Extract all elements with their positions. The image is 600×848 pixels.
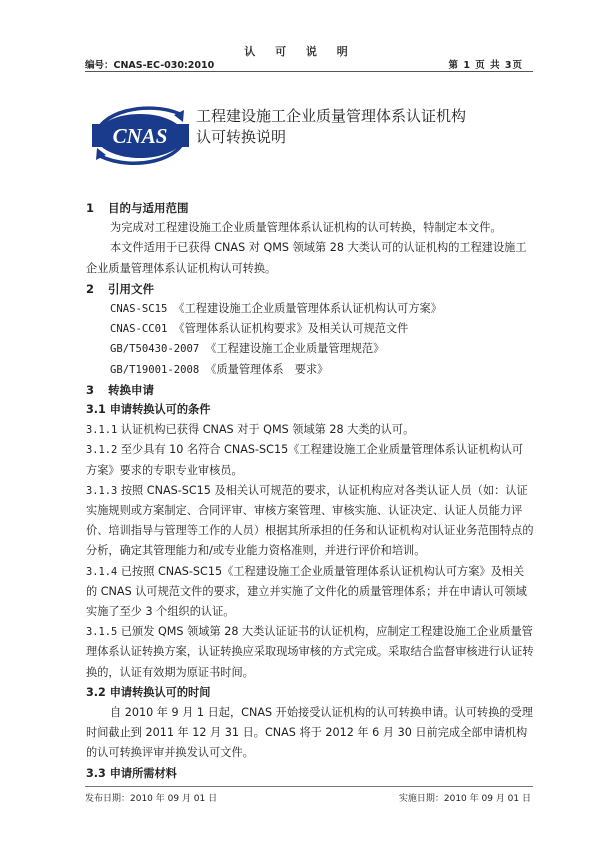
page-footer <box>85 786 533 805</box>
section-3-3-heading: 3.3 申请所需材料 <box>86 766 177 780</box>
page-header-title: 认 可 说 明 <box>244 45 356 58</box>
clause-3-1-3: 3.1.3 按照 CNAS-SC15 及相关认可规范的要求，认证机构应对各类认证人员（如：认证实施规则或方案制定、合同评审、审核方案管理、审核实施、认证决定、认证人员能力评价、培训指导与管理等工作的人员）根据其所承担的任务和认证机构对认证业务范围特点的分析，确定其管理能力和/或专业能力资格准则，并进行评价和培训。 <box>86 483 534 558</box>
document-body <box>86 198 534 784</box>
effective-date: 实施日期：2010 年 09 月 01 日 <box>398 794 531 804</box>
doc-number: 编号：CNAS-EC-030:2010 <box>85 60 215 71</box>
page-header <box>85 57 533 72</box>
reference-item: CNAS-SC15 《工程建设施工企业质量管理体系认证机构认可方案》 <box>110 302 442 316</box>
section-1-paragraph: 为完成对工程建设施工企业质量管理体系认证机构的认可转换，特制定本文件。 <box>110 221 502 235</box>
section-3-heading: 3 转换申请 <box>86 382 154 397</box>
document-title <box>196 106 466 148</box>
page-info: 第 1 页 共 3页 <box>448 60 523 71</box>
section-3-2-paragraph: 自 2010 年 9 月 1 日起，CNAS 开始接受认证机构的认可转换申请。认可转换的受理时间截止到 2011 年 12 月 31 日。CNAS 将于 2012 年 6 月 30 日前完成全部申请机构的认可转换评审并换发认可文件。 <box>86 706 533 760</box>
clause-3-1-1: 3.1.1 认证机构已获得 CNAS 对于 QMS 领域第 28 大类的认可。 <box>86 423 415 437</box>
svg-text:CNAS: CNAS <box>112 124 168 148</box>
reference-item: GB/T19001-2008 《质量管理体系 要求》 <box>110 362 329 376</box>
cnas-logo-icon <box>88 100 193 170</box>
document-title-line1: 工程建设施工企业质量管理体系认证机构 <box>196 107 467 125</box>
cnas-logo <box>88 100 193 170</box>
clause-3-1-2: 3.1.2 至少具有 10 名符合 CNAS-SC15《工程建设施工企业质量管理体系认证机构认可方案》要求的专职专业审核员。 <box>86 443 524 477</box>
section-1-paragraph: 本文件适用于已获得 CNAS 对 QMS 领域第 28 大类认可的认证机构的工程建设施工企业质量管理体系认证机构认可转换。 <box>86 241 527 275</box>
clause-3-1-5: 3.1.5 已颁发 QMS 领域第 28 大类认证证书的认证机构，应制定工程建设施工企业质量管理体系认证转换方案，认证转换应采取现场审核的方式完成。采取结合监督审核进行认证转换的，认证有效期为原证书时间。 <box>86 625 534 679</box>
section-1-heading: 1 目的与适用范围 <box>86 201 189 215</box>
clause-3-1-4: 3.1.4 已按照 CNAS-SC15《工程建设施工企业质量管理体系认证机构认可方案》及相关的 CNAS 认可规范文件的要求，建立并实施了文件化的质量管理体系；并在申请认可领域实施了至少 3 个组织的认证。 <box>86 564 527 619</box>
section-3-1-heading: 3.1 申请转换认可的条件 <box>86 403 211 417</box>
section-2-heading: 2 引用文件 <box>86 281 154 296</box>
reference-item: GB/T50430-2007 《工程建设施工企业质量管理规范》 <box>110 342 385 356</box>
document-title-line2: 认可转换说明 <box>196 128 287 146</box>
reference-item: CNAS-CC01 《管理体系认证机构要求》及相关认可规范文件 <box>110 322 409 336</box>
section-3-2-heading: 3.2 申请转换认可的时间 <box>86 685 211 699</box>
publish-date: 发布日期：2010 年 09 月 01 日 <box>85 794 218 804</box>
